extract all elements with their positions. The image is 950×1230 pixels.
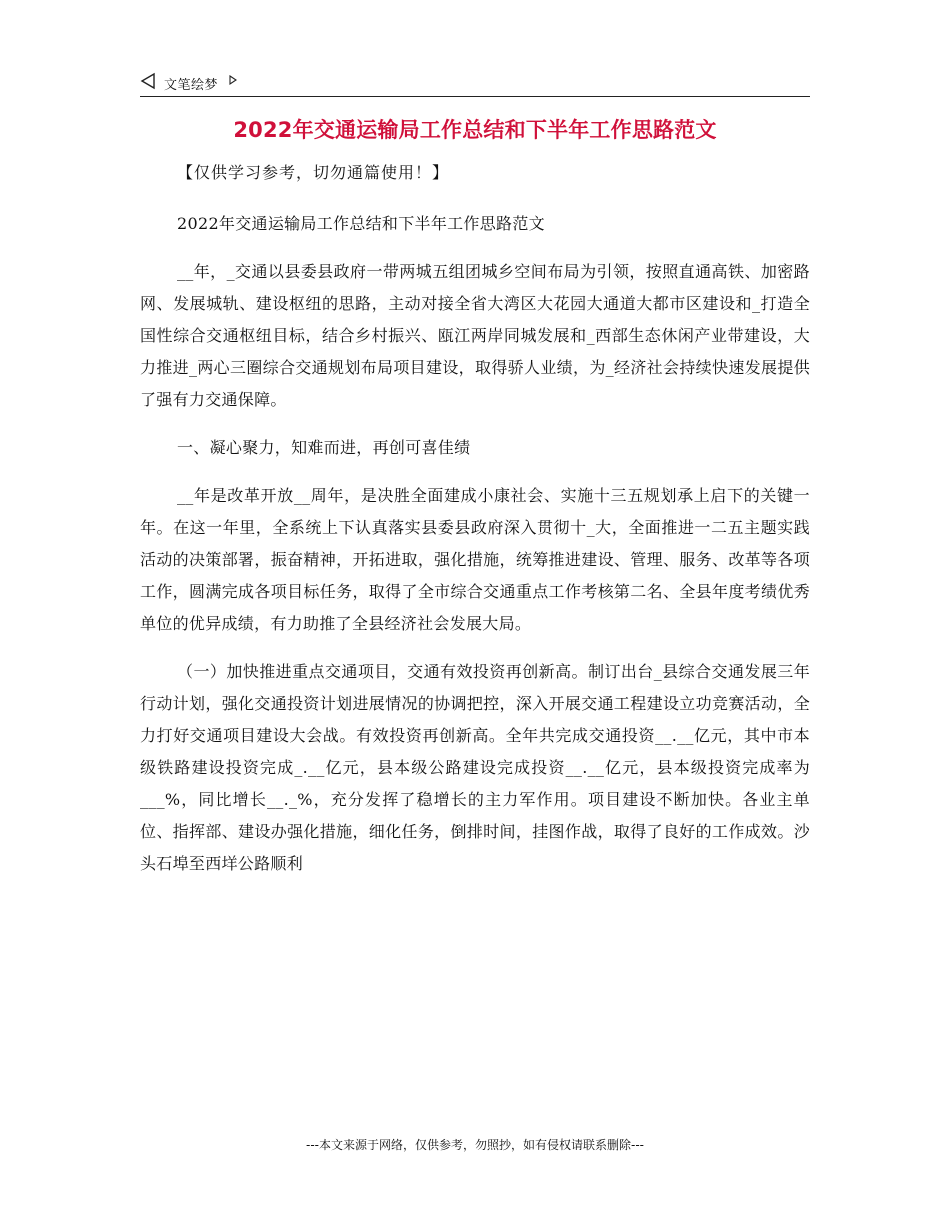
brand-label: 文笔绘梦: [164, 78, 219, 93]
triangle-right-outline-icon: [228, 74, 238, 86]
page-header: [140, 70, 810, 97]
triangle-left-outline-icon: [140, 72, 156, 90]
document-body: [140, 208, 810, 896]
paragraph-intro: __年，_交通以县委县政府一带两城五组团城乡空间布局为引领，按照直通高铁、加密路网、发展城轨、建设枢纽的思路，主动对接全省大湾区大花园大通道大都市区建设和_打造全国性综合交通枢纽目标，结合乡村振兴、瓯江两岸同城发展和_西部生态休闲产业带建设，大力推进_两心三圈综合交通规划布局项目建设，取得骄人业绩，为_经济社会持续快速发展提供了强有力交通保障。: [140, 262, 810, 409]
usage-notice: 【仅供学习参考，切勿通篇使用！】: [177, 163, 450, 182]
document-title: 2022年交通运输局工作总结和下半年工作思路范文: [233, 118, 717, 142]
paragraph-overview: __年是改革开放__周年，是决胜全面建成小康社会、实施十三五规划承上启下的关键一年。在这一年里，全系统上下认真落实县委县政府深入贯彻十_大，全面推进一二五主题实践活动的决策部署，振奋精神，开拓进取，强化措施，统筹推进建设、管理、服务、改革等各项工作，圆满完成各项目标任务，取得了全市综合交通重点工作考核第二名、全县年度考绩优秀单位的优异成绩，有力助推了全县经济社会发展大局。: [140, 486, 810, 633]
disclaimer-footer: ---本文来源于网络，仅供参考，勿照抄，如有侵权请联系删除---: [306, 1138, 644, 1152]
paragraph-heading: 2022年交通运输局工作总结和下半年工作思路范文: [177, 214, 545, 233]
paragraph-projects: （一）加快推进重点交通项目，交通有效投资再创新高。制订出台_县综合交通发展三年行动计划，强化交通投资计划进展情况的协调把控，深入开展交通工程建设立功竞赛活动，全力打好交通项目建设大会战。有效投资再创新高。全年共完成交通投资__.__亿元，其中市本级铁路建设投资完成_.__亿元，县本级公路建设完成投资__.__亿元，县本级投资完成率为___%，同比增长__._%，充分发挥了稳增长的主力军作用。项目建设不断加快。各业主单位、指挥部、建设办强化措施，细化任务，倒排时间，挂图作战，取得了良好的工作成效。沙头石埠至西垟公路顺利: [140, 662, 810, 873]
section-heading: 一、凝心聚力，知难而进，再创可喜佳绩: [177, 438, 471, 457]
